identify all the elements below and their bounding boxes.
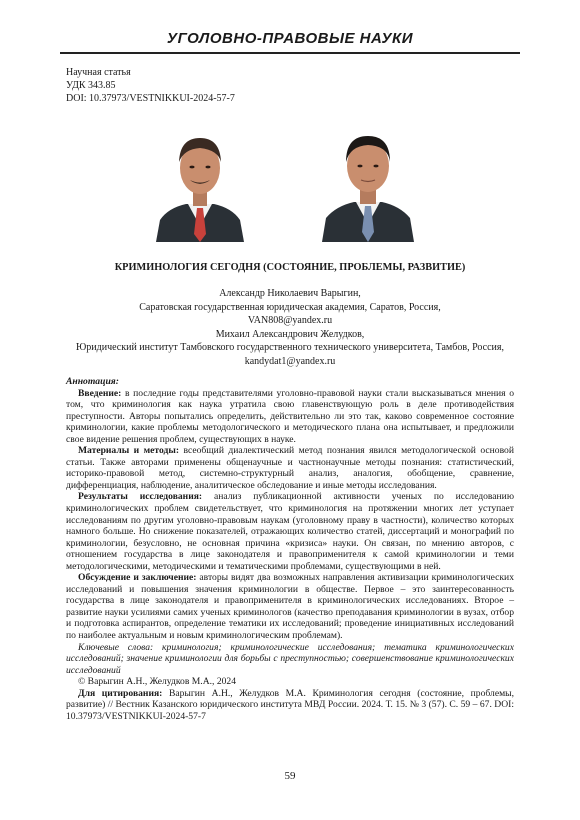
section-title: УГОЛОВНО-ПРАВОВЫЕ НАУКИ <box>166 30 414 47</box>
author-affiliation-1: Саратовская государственная юридическая академия, Саратов, Россия, <box>139 301 441 313</box>
author-photo-varygin <box>150 122 250 242</box>
citation-text: Варыгин А.Н., Желудков М.А. Криминология сегодня (состояние, проблемы, развитие) // Вестник Казанского юридического института МВД России. 2024. Т. 15. № 3 (57). С. 59 – 67. DOI: 10.37973/VESTNIKKUI-2024-57-7 <box>66 687 514 722</box>
author-name-2: Михаил Александрович Желудков, <box>215 328 365 340</box>
author-photo-zheludkov <box>318 122 418 242</box>
citation-label: Для цитирования: <box>78 687 163 699</box>
abstract-intro <box>66 388 514 446</box>
intro-text: в последние годы представителями уголовно-правовой науки стали высказываться мнения о том, что криминология как наука утратила свою главенствующую роль в деле противодействия преступности. Авторы попытались определить, действительно ли это так, каково современное состояние криминологии, какие проблемы методологического и методического плана она испытывает, и предложили свое видение решения проблем, существующих в науке. <box>66 387 514 445</box>
abstract <box>66 376 514 722</box>
page-number: 59 <box>284 770 296 782</box>
discussion-text: авторы видят два возможных направления активизации криминологических исследований и повышения значения криминологии в обществе. Первое – это заинтересованность государства в лице законодателя и правоприменителя в криминологических исследованиях. Второе – развитие науки усилиями самих ученых криминологов (качество преподавания криминологии в вузах, отбор и подготовка аспирантов, определение тематики их исследований; проведение инициативных исследований по наиболее актуальным и новым криминологическим проблемам). <box>66 572 514 642</box>
doi: DOI: 10.37973/VESTNIKKUI-2024-57-7 <box>66 93 235 104</box>
header-rule <box>60 52 520 54</box>
methods-label: Материалы и методы: <box>78 445 180 457</box>
abstract-heading: Аннотация: <box>66 376 119 387</box>
article-title: КРИМИНОЛОГИЯ СЕГОДНЯ (СОСТОЯНИЕ, ПРОБЛЕМЫ, РАЗВИТИЕ) <box>114 262 466 273</box>
author-email-1: VAN808@yandex.ru <box>247 315 333 326</box>
abstract-discussion <box>66 572 514 641</box>
methods-text: всеобщий диалектический метод познания явился методологической основой статьи. Также авторами применены общенаучные и частнонаучные методы познания: статистический, историко-правовой метод, системно-структурный анализ, аналогия, обобщение, сравнение, дифференциация, наблюдение, аналитическое обследование и иные методы исследования. <box>66 445 514 491</box>
results-label: Результаты исследования: <box>78 491 203 503</box>
author-name-1: Александр Николаевич Варыгин, <box>219 288 361 299</box>
abstract-results <box>66 491 514 572</box>
author-affiliation-2: Юридический институт Тамбовского государственного технического университета, Тамбов, Россия, <box>76 342 504 353</box>
udk-code: УДК 343.85 <box>66 80 116 91</box>
article-type: Научная статья <box>66 67 131 78</box>
results-text: анализ публикационной активности ученых по исследованию криминологических проблем свидетельствует, что криминология на протяжении многих лет уступает исследованиям по другим уголовно-правовым наукам (уголовному праву в частности), количество которых намного больше. Но снижение показателей, отражающих количество статей, диссертаций и монографий по криминологии, безусловно, не основная причина «кризиса» науки. Он связан, по мнению авторов, с отношением государства в лице законодателя и правоприменителя к самой криминологии и теми методологическими, методическими и тематическими проблемами, существующими в ней. <box>66 491 514 572</box>
author-block <box>40 287 540 368</box>
citation <box>66 688 514 723</box>
article-meta <box>66 66 235 105</box>
copyright: © Варыгин А.Н., Желудков М.А., 2024 <box>78 676 237 688</box>
abstract-methods <box>66 445 514 491</box>
intro-label: Введение: <box>78 387 122 399</box>
author-email-2: kandydat1@yandex.ru <box>244 355 336 367</box>
discussion-label: Обсуждение и заключение: <box>78 572 197 584</box>
keywords: Ключевые слова: криминология; криминологические исследования; тематика криминологических исследований; значение криминологии для борьбы с преступностью; совершенствование криминологических исследований <box>66 641 514 676</box>
